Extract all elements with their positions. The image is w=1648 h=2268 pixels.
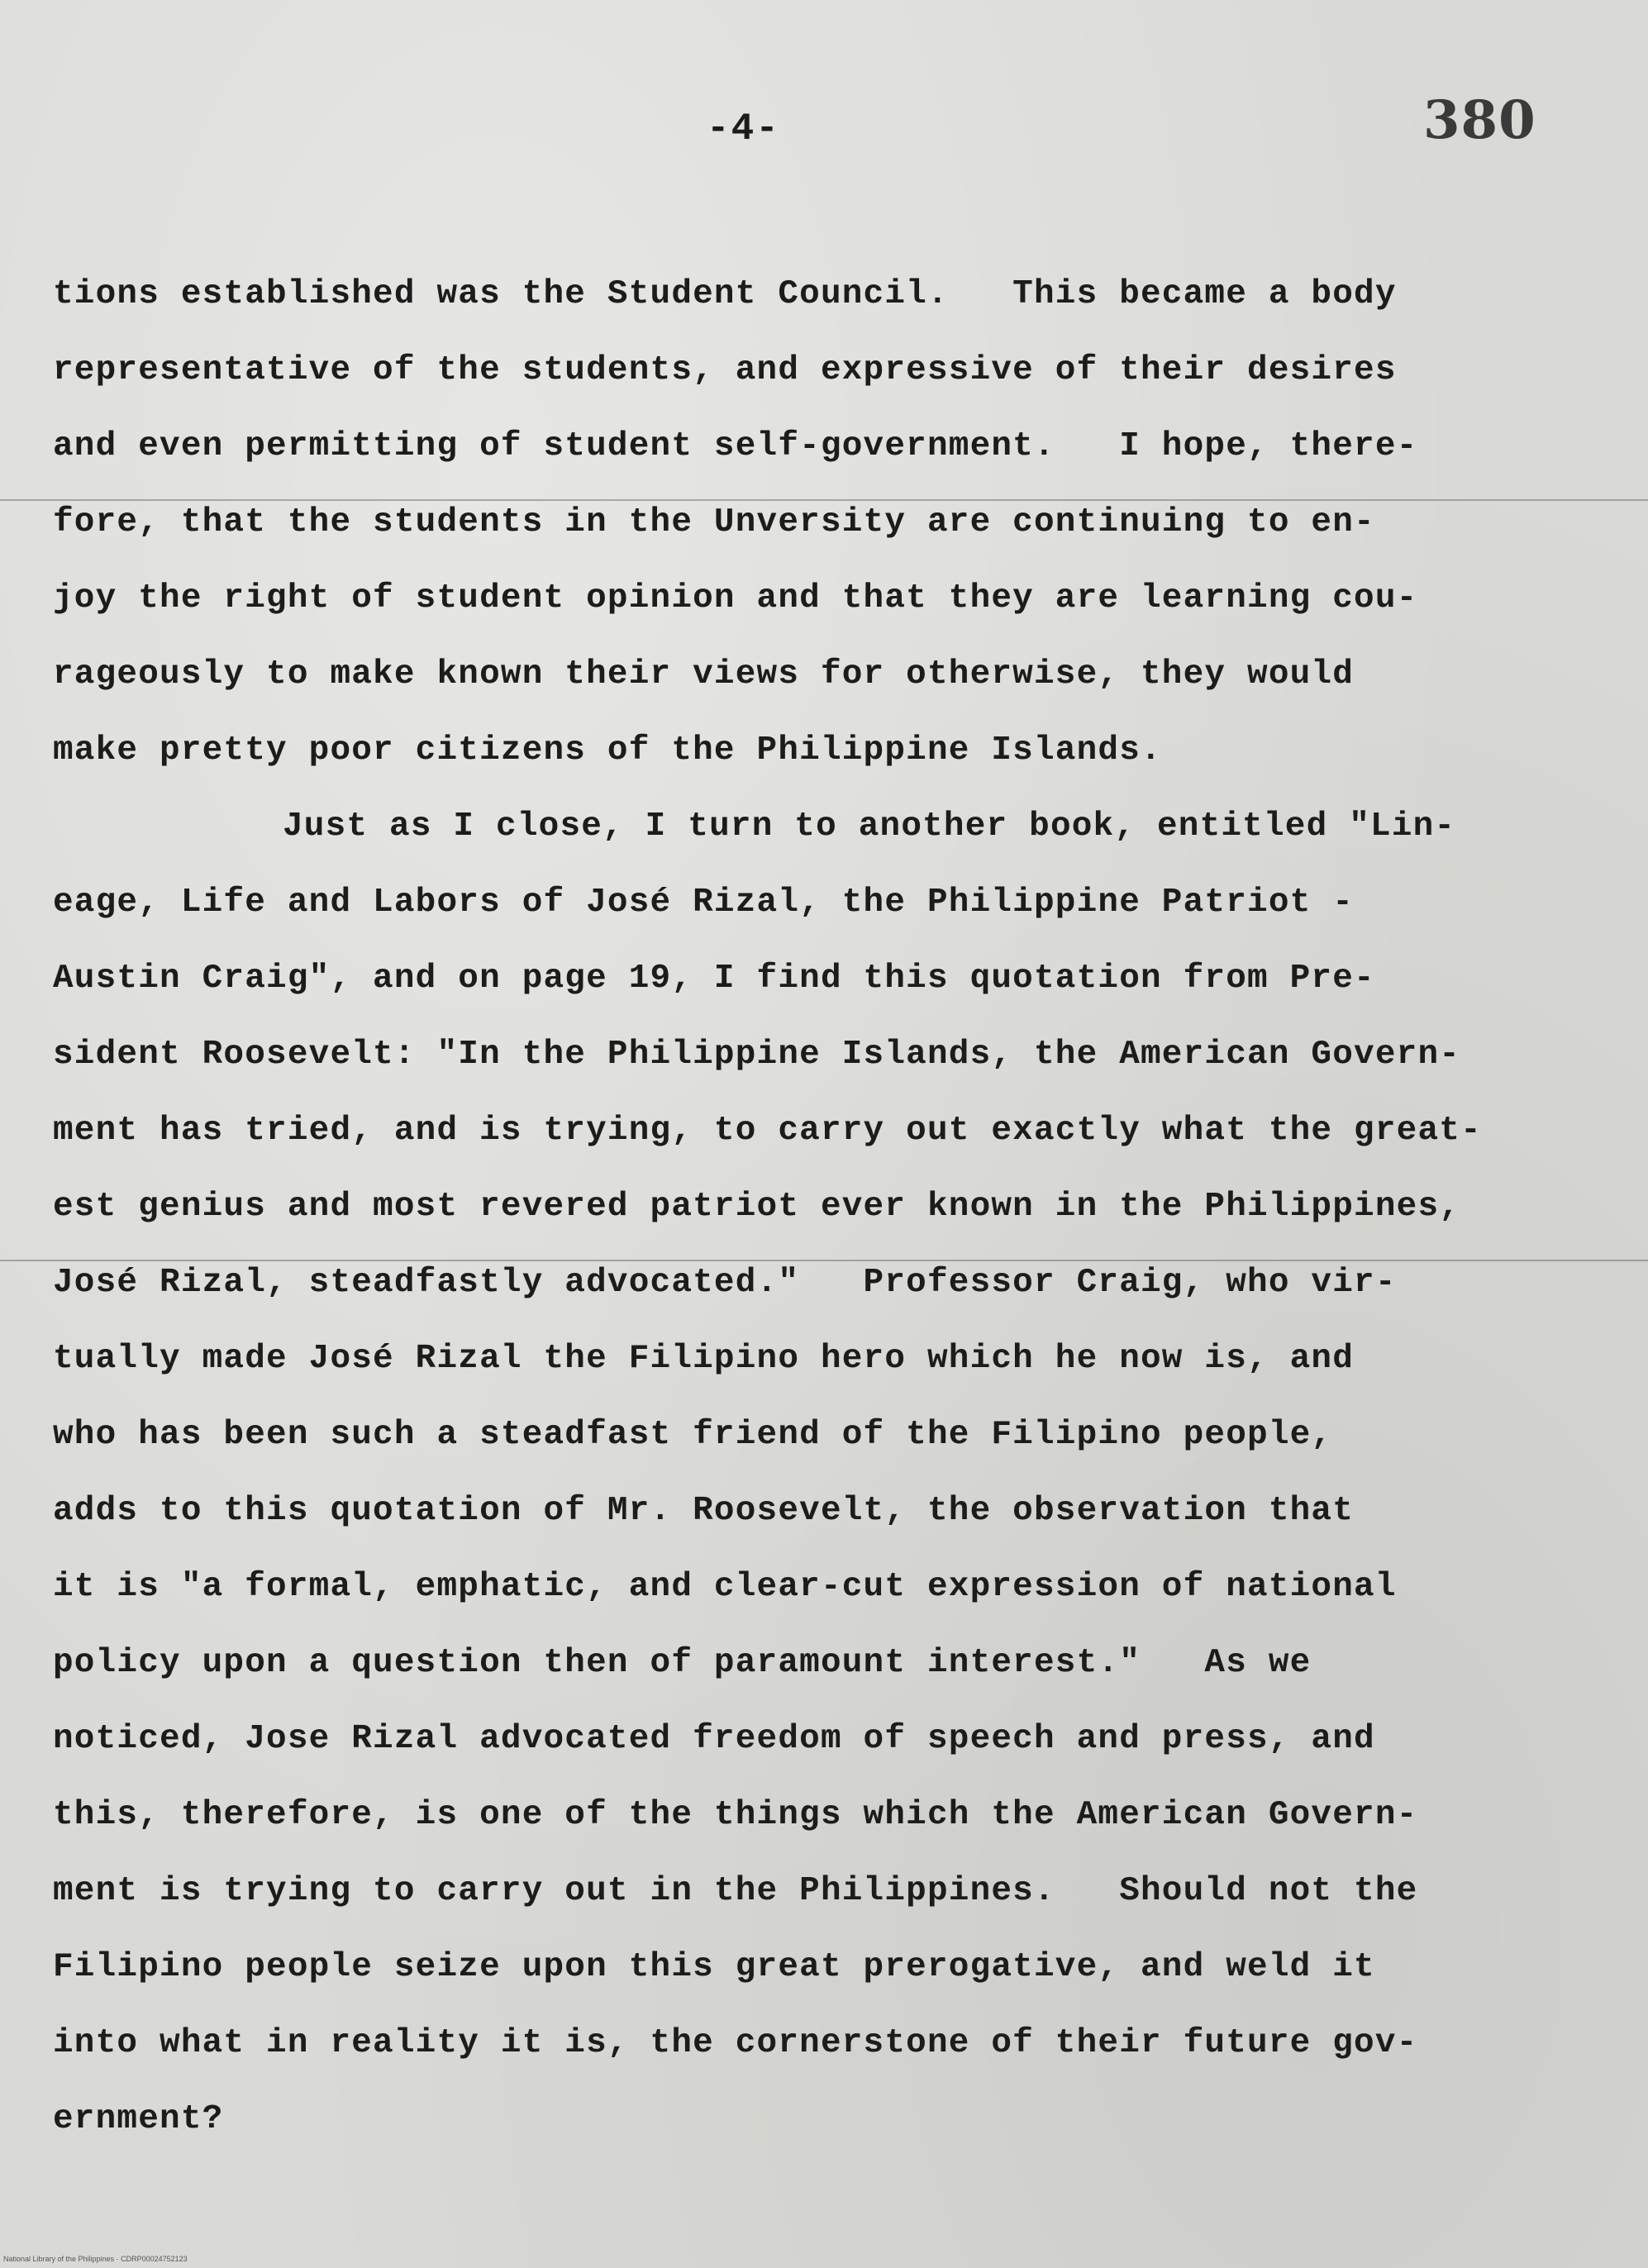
text-line: est genius and most revered patriot ever known in the Philippines, <box>53 1188 1461 1226</box>
stamp-number: 380 <box>1423 89 1536 151</box>
text-line: policy upon a question then of paramount interest." As we <box>53 1644 1312 1682</box>
text-line: tions established was the Student Council. This became a body <box>53 275 1397 313</box>
text-line: Filipino people seize upon this great prerogative, and weld it <box>53 1948 1375 1986</box>
text-line: into what in reality it is, the cornerstone of their future gov- <box>53 2024 1418 2062</box>
text-line: rageously to make known their views for otherwise, they would <box>53 655 1355 693</box>
text-line: sident Roosevelt: "In the Philippine Islands, the American Govern- <box>53 1036 1461 1074</box>
text-line: fore, that the students in the Unversity are continuing to en- <box>53 503 1375 541</box>
text-line: make pretty poor citizens of the Philippine Islands. <box>53 731 1162 770</box>
footer-credit: National Library of the Philippines · CDRP00024752123 <box>3 2255 188 2263</box>
text-line: it is "a formal, emphatic, and clear-cut expression of national <box>53 1568 1397 1606</box>
text-line: noticed, Jose Rizal advocated freedom of speech and press, and <box>53 1720 1375 1758</box>
text-line: Austin Craig", and on page 19, I find this quotation from Pre- <box>53 960 1375 998</box>
page-number: -4- <box>707 107 780 150</box>
body-text <box>53 256 1598 2157</box>
text-line: who has been such a steadfast friend of the Filipino people, <box>53 1416 1333 1454</box>
text-line: representative of the students, and expressive of their desires <box>53 351 1397 389</box>
text-line: joy the right of student opinion and that they are learning cou- <box>53 579 1418 617</box>
text-line: ment has tried, and is trying, to carry out exactly what the great- <box>53 1112 1482 1150</box>
text-line: José Rizal, steadfastly advocated." Professor Craig, who vir- <box>53 1264 1397 1302</box>
text-line: Just as I close, I turn to another book, entitled "Lin- <box>283 808 1456 846</box>
text-line: tually made José Rizal the Filipino hero which he now is, and <box>53 1340 1355 1378</box>
text-line: adds to this quotation of Mr. Roosevelt, the observation that <box>53 1492 1355 1530</box>
text-line: and even permitting of student self-government. I hope, there- <box>53 427 1418 465</box>
text-line: this, therefore, is one of the things which the American Govern- <box>53 1796 1418 1834</box>
text-line: ernment? <box>53 2100 224 2138</box>
text-line: ment is trying to carry out in the Philippines. Should not the <box>53 1872 1418 1910</box>
text-line: eage, Life and Labors of José Rizal, the Philippine Patriot - <box>53 884 1355 922</box>
